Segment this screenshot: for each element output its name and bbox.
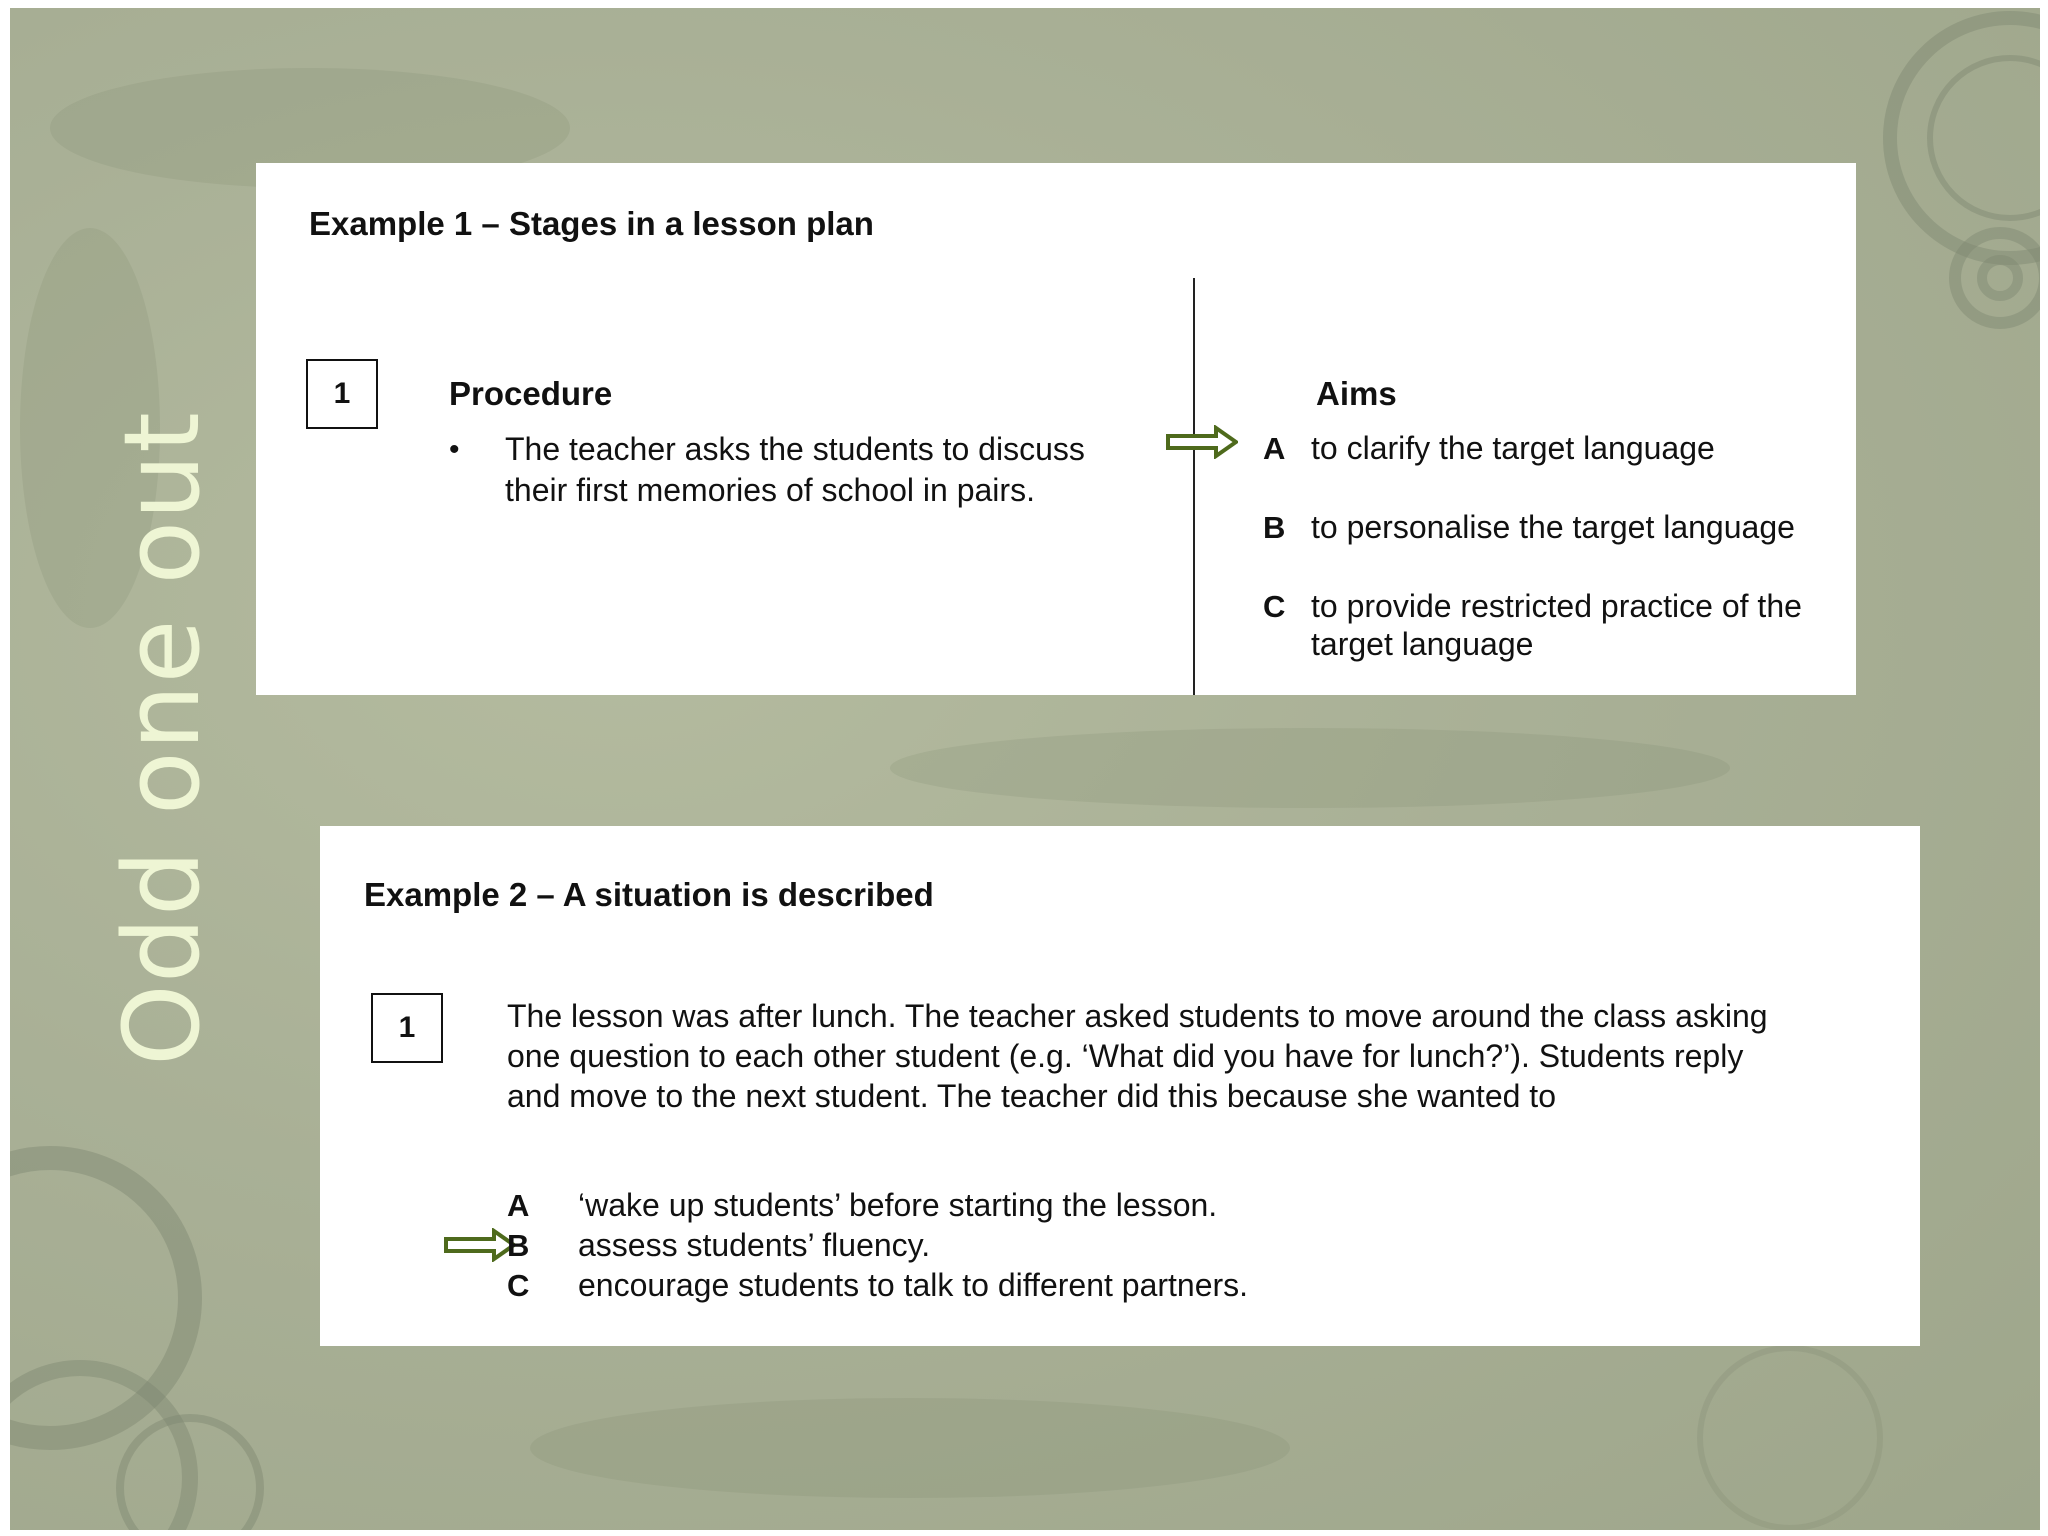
procedure-text-line-1: The teacher asks the students to discuss (505, 431, 1085, 467)
option-a-letter: A (1263, 431, 1286, 466)
situation-text-line-1: The lesson was after lunch. The teacher asked students to move around the class asking (507, 998, 1768, 1034)
option-a-text: to clarify the target language (1311, 430, 1715, 466)
option-c-text-line-1: to provide restricted practice of the (1311, 588, 1802, 624)
option-c-letter: C (507, 1268, 530, 1303)
bullet-dot: • (449, 433, 460, 466)
right-double-arrow-icon (444, 1228, 516, 1262)
option-b-text: assess students’ fluency. (578, 1227, 931, 1263)
option-b-letter: B (507, 1228, 530, 1263)
option-b-letter: B (1263, 510, 1286, 545)
example-2-panel (320, 826, 1920, 1346)
option-b-text: to personalise the target language (1311, 509, 1795, 545)
question-number-box: 1 (371, 993, 443, 1063)
option-c-text-line-2: target language (1311, 626, 1534, 662)
column-divider (1193, 278, 1195, 695)
option-c-letter: C (1263, 589, 1286, 624)
procedure-text-line-2: their first memories of school in pairs. (505, 472, 1035, 508)
example-2-title: Example 2 – A situation is described (364, 876, 934, 913)
option-c-text: encourage students to talk to different partners. (578, 1267, 1249, 1303)
situation-text-line-3: and move to the next student. The teacher did this because she wanted to (507, 1078, 1556, 1114)
aims-heading: Aims (1316, 375, 1397, 412)
situation-text-line-2: one question to each other student (e.g. ‘What did you have for lunch?’). Students reply (507, 1038, 1744, 1074)
option-a-text: ‘wake up students’ before starting the lesson. (578, 1187, 1218, 1223)
option-a-letter: A (507, 1188, 530, 1223)
right-double-arrow-icon (1166, 425, 1238, 459)
side-title: Odd one out (101, 411, 223, 1066)
procedure-heading: Procedure (449, 375, 613, 412)
example-1-panel (256, 163, 1856, 695)
question-number-box: 1 (306, 359, 378, 429)
example-1-title: Example 1 – Stages in a lesson plan (309, 205, 874, 242)
